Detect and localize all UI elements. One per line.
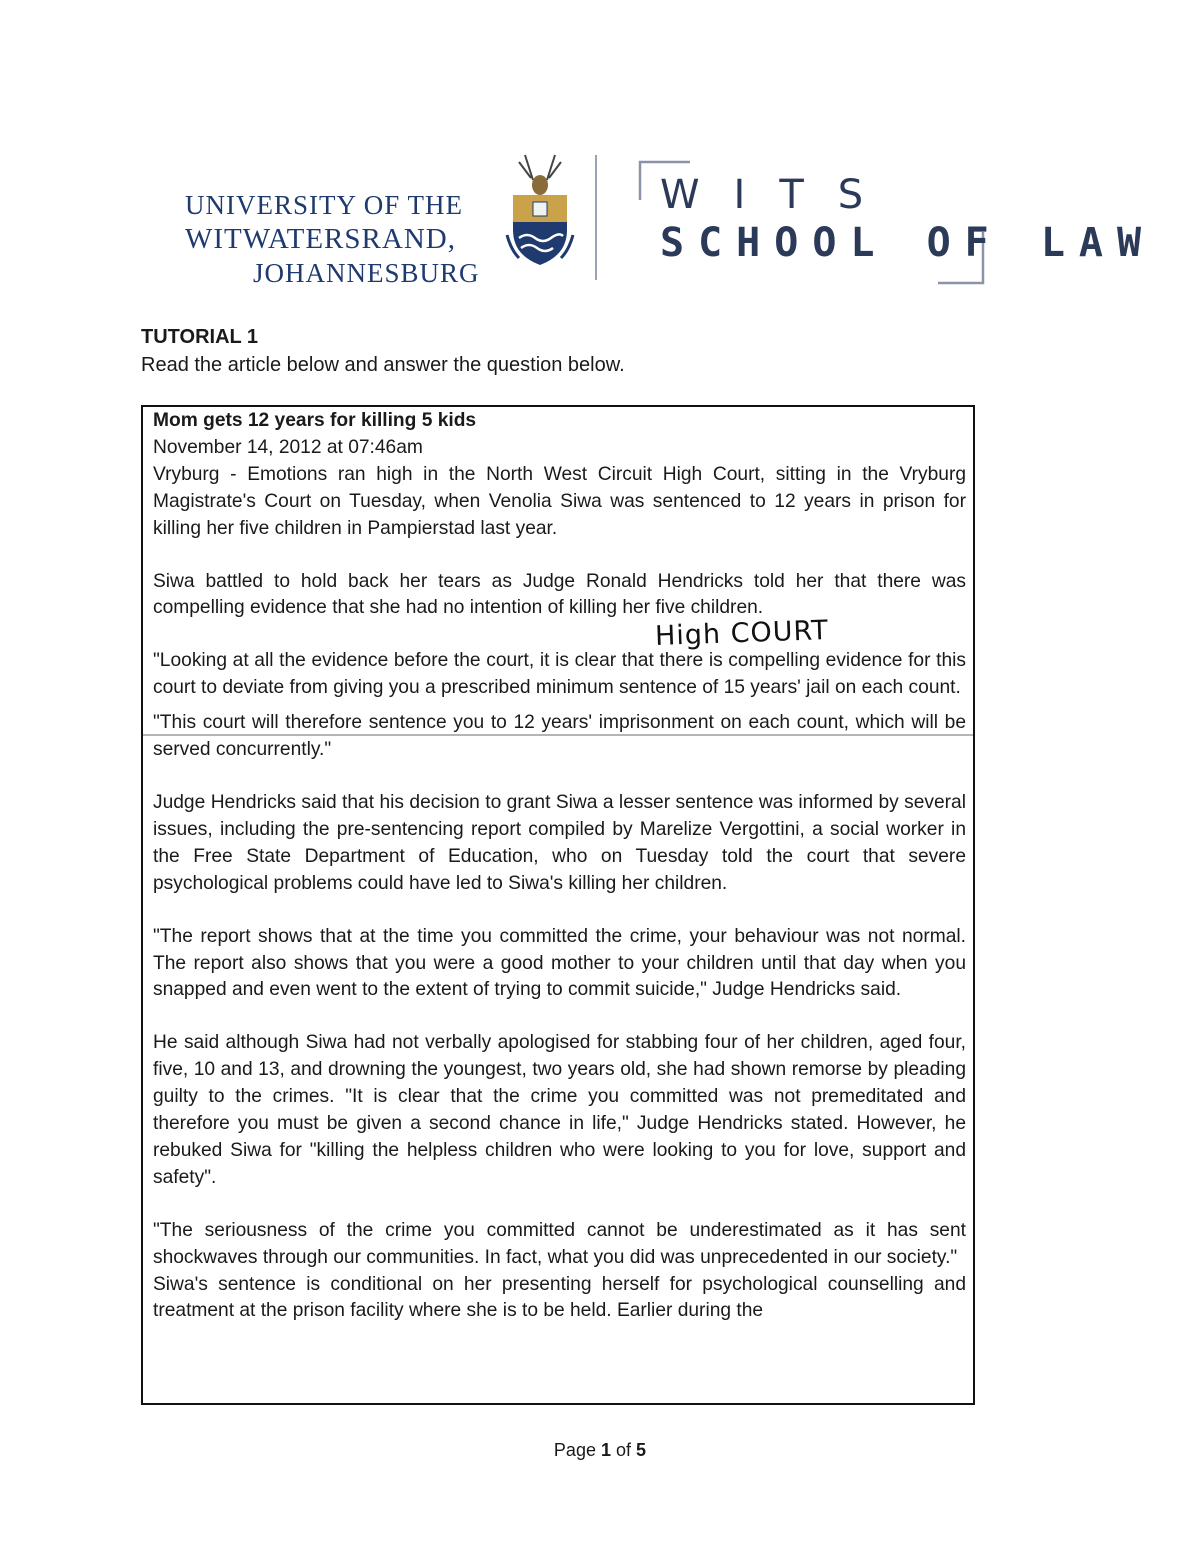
article-paragraph: Siwa's sentence is conditional on her presenting herself for psychological counselling and treatment at the prison facility where she is to be held. Earlier during the xyxy=(153,1273,966,1322)
article-content xyxy=(153,407,966,1325)
article-paragraph: He said although Siwa had not verbally apologised for stabbing four of her children, aged four, five, 10 and 13, and drowning the youngest, two years old, she had shown remorse by pleading guilty to the crimes. "It is clear that the crime you committed was not premeditated and therefore you must be given a second chance in life," Judge Hendricks stated. However, he rebuked Siwa for "killing the helpless children who were looking to you for love, support and safety". xyxy=(153,1032,966,1188)
article-paragraph: "The report shows that at the time you committed the crime, your behaviour was not normal. The report also shows that you were a good mother to your children until that day when you snapped and even went to the extent of trying to commit suicide," Judge Hendricks said. xyxy=(153,925,966,1001)
university-line-1: UNIVERSITY OF THE xyxy=(185,190,463,220)
article-box xyxy=(141,405,975,1405)
article-headline: Mom gets 12 years for killing 5 kids xyxy=(153,410,477,431)
article-paragraph: "The seriousness of the crime you committed cannot be underestimated as it has sent shockwaves through our communities. In fact, what you did was unprecedented in our society." xyxy=(153,1219,966,1268)
article-paragraph: Siwa battled to hold back her tears as Judge Ronald Hendricks told her that there was compelling evidence that she had no intention of killing her five children. xyxy=(153,570,966,619)
header-logos xyxy=(185,150,1156,288)
tutorial-instruction: Read the article below and answer the question below. xyxy=(141,354,625,376)
page-footer xyxy=(0,1440,1200,1461)
article-paragraph: "Looking at all the evidence before the court, it is clear that there is compelling evidence for this court to deviate from giving you a prescribed minimum sentence of 15 years' jail on each count. xyxy=(153,650,966,699)
article-paragraph: "This court will therefore sentence you to 12 years' imprisonment on each count, which will be served concurrently." xyxy=(153,712,966,761)
article-paragraph: Vryburg - Emotions ran high in the North West Circuit High Court, sitting in the Vryburg Magistrate's Court on Tuesday, when Venolia Siwa was sentenced to 12 years in prison for killing her five children in Pampierstad last year. xyxy=(153,463,966,539)
university-line-3: JOHANNESBURG xyxy=(253,258,480,288)
total-pages-number: 5 xyxy=(636,1440,647,1460)
school-of-law-wordmark: SCHOOL OF LAW xyxy=(660,220,1156,266)
wits-wordmark: WITS xyxy=(660,172,898,218)
of-word: of xyxy=(616,1440,632,1460)
university-crest-icon xyxy=(505,150,575,280)
university-wordmark xyxy=(185,188,480,290)
handwritten-annotation: High COURT xyxy=(654,614,830,653)
article-date: November 14, 2012 at 07:46am xyxy=(153,436,423,458)
tutorial-title: TUTORIAL 1 xyxy=(141,326,259,348)
article-paragraph: Judge Hendricks said that his decision to grant Siwa a lesser sentence was informed by several issues, including the pre-sentencing report compiled by Marelize Vergottini, a social worker in the Free State Department of Education, who on Tuesday told the court that severe psychological problems could have led to Siwa's killing her children. xyxy=(153,791,966,894)
logo-divider xyxy=(595,155,597,280)
university-line-2: WITWATERSRAND, xyxy=(185,223,456,255)
page-word: Page xyxy=(553,1440,596,1460)
current-page-number: 1 xyxy=(600,1440,611,1460)
